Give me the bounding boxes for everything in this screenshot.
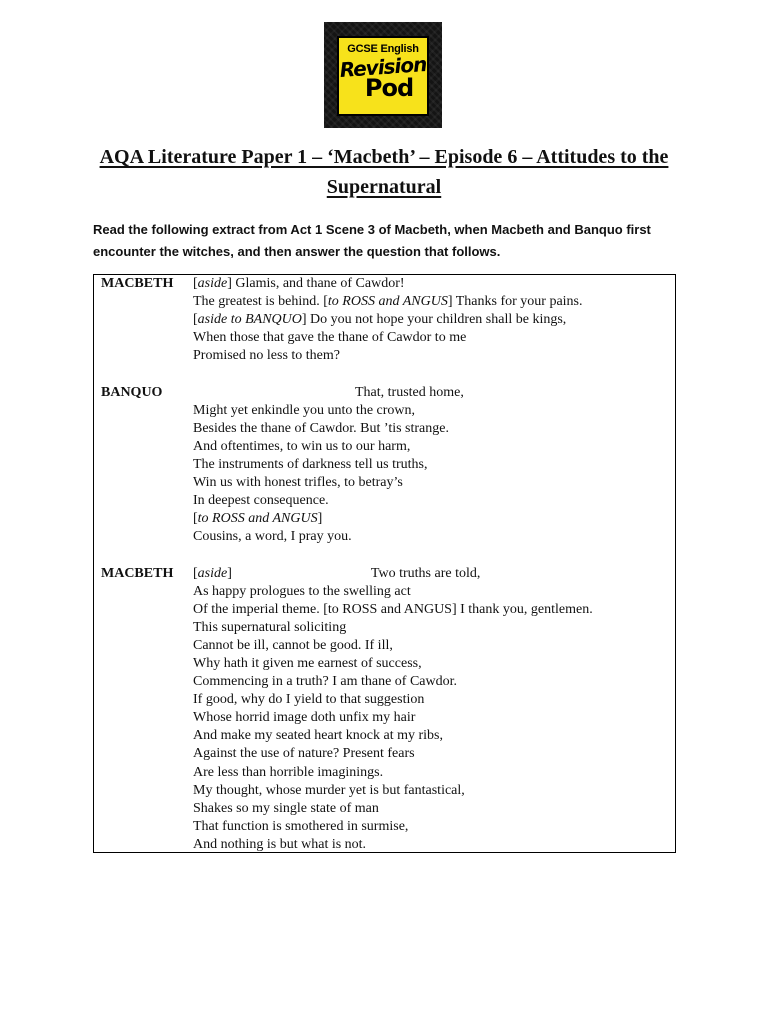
verse-line [193, 275, 675, 293]
stage-direction: to ROSS and ANGUS [327, 294, 448, 310]
speech-macbeth-1 [94, 275, 675, 365]
verse-line: As happy prologues to the swelling act [193, 583, 411, 599]
verse-text: ] Glamis, and thane of Cawdor! [227, 276, 405, 291]
speech-banquo [94, 384, 675, 547]
verse-line: And nothing is but what is not. [193, 836, 367, 852]
page-title: AQA Literature Paper 1 – ‘Macbeth’ – Episode 6 – Attitudes to the Supernatural [99, 146, 669, 198]
verse-line: In deepest consequence. [193, 493, 329, 509]
speaker-name: BANQUO [101, 384, 163, 400]
verse-line: That, trusted home, [355, 384, 464, 400]
verse-line [193, 293, 675, 311]
verse-text: ] Do you not hope your children shall be kings, [301, 312, 567, 328]
stage-direction: aside [197, 565, 228, 581]
verse-line: Cannot be ill, cannot be good. If ill, [193, 637, 393, 653]
logo-text-revision: Revision [338, 52, 428, 82]
verse-line: Why hath it given me earnest of success, [193, 655, 422, 671]
verse-line: Promised no less to them? [193, 348, 340, 364]
instructions: Read the following extract from Act 1 Scene 3 of Macbeth, when Macbeth and Banquo first encounter the witches, and then answer the question that follows. [93, 222, 651, 259]
bracket: [ [193, 511, 198, 527]
speech-lines [193, 384, 675, 547]
verse-line: And oftentimes, to win us to our harm, [193, 438, 411, 454]
verse-line [193, 311, 675, 329]
revision-pod-logo [324, 22, 442, 128]
bracket: ] [317, 511, 323, 527]
logo-text-gcse-english: GCSE English [347, 43, 419, 55]
bracket: [ [193, 276, 198, 291]
verse-line: If good, why do I yield to that suggestion [193, 692, 425, 708]
verse-line: Commencing in a truth? I am thane of Cawdor. [193, 674, 457, 690]
speaker-name: MACBETH [101, 565, 174, 581]
speaker-name: MACBETH [101, 276, 174, 291]
verse-line: Cousins, a word, I pray you. [193, 529, 352, 545]
verse-line: My thought, whose murder yet is but fantastical, [193, 782, 465, 798]
bracket: [ [193, 312, 198, 328]
logo-text-pod: Pod [364, 74, 414, 102]
bracket: [ [193, 565, 198, 581]
bracket: ] [227, 565, 232, 581]
speech-macbeth-2 [94, 565, 675, 855]
verse-line: That function is smothered in surmise, [193, 818, 409, 834]
speech-lines [193, 565, 675, 855]
verse-line: Whose horrid image doth unfix my hair [193, 710, 416, 726]
verse-line: And make my seated heart knock at my ribs, [193, 728, 443, 744]
stage-direction: aside to BANQUO [197, 312, 302, 328]
verse-line [193, 565, 675, 583]
verse-line: Win us with honest trifles, to betray’s [193, 475, 403, 491]
verse-line: Of the imperial theme. [to ROSS and ANGUS] I thank you, gentlemen. [193, 601, 593, 617]
extract-box [93, 274, 676, 853]
verse-line: The instruments of darkness tell us truths, [193, 456, 428, 472]
stage-direction: aside [197, 276, 228, 291]
speech-lines [193, 275, 675, 365]
verse-line [193, 510, 675, 528]
verse-text: ] Thanks for your pains. [447, 294, 583, 310]
verse-text: Two truths are told, [370, 565, 481, 581]
verse-line: Against the use of nature? Present fears [193, 746, 415, 762]
verse-text: The greatest is behind. [ [193, 294, 328, 310]
verse-line: Shakes so my single state of man [193, 800, 379, 816]
verse-line: When those that gave the thane of Cawdor to me [193, 330, 467, 346]
speech-gap [94, 365, 675, 383]
verse-line: This supernatural soliciting [193, 619, 347, 635]
verse-line: Besides the thane of Cawdor. But ’tis strange. [193, 420, 449, 436]
verse-line: Are less than horrible imaginings. [193, 764, 384, 780]
stage-direction: to ROSS and ANGUS [197, 511, 318, 527]
logo-badge [337, 36, 429, 116]
verse-line: Might yet enkindle you unto the crown, [193, 402, 416, 418]
speech-gap [94, 546, 675, 564]
